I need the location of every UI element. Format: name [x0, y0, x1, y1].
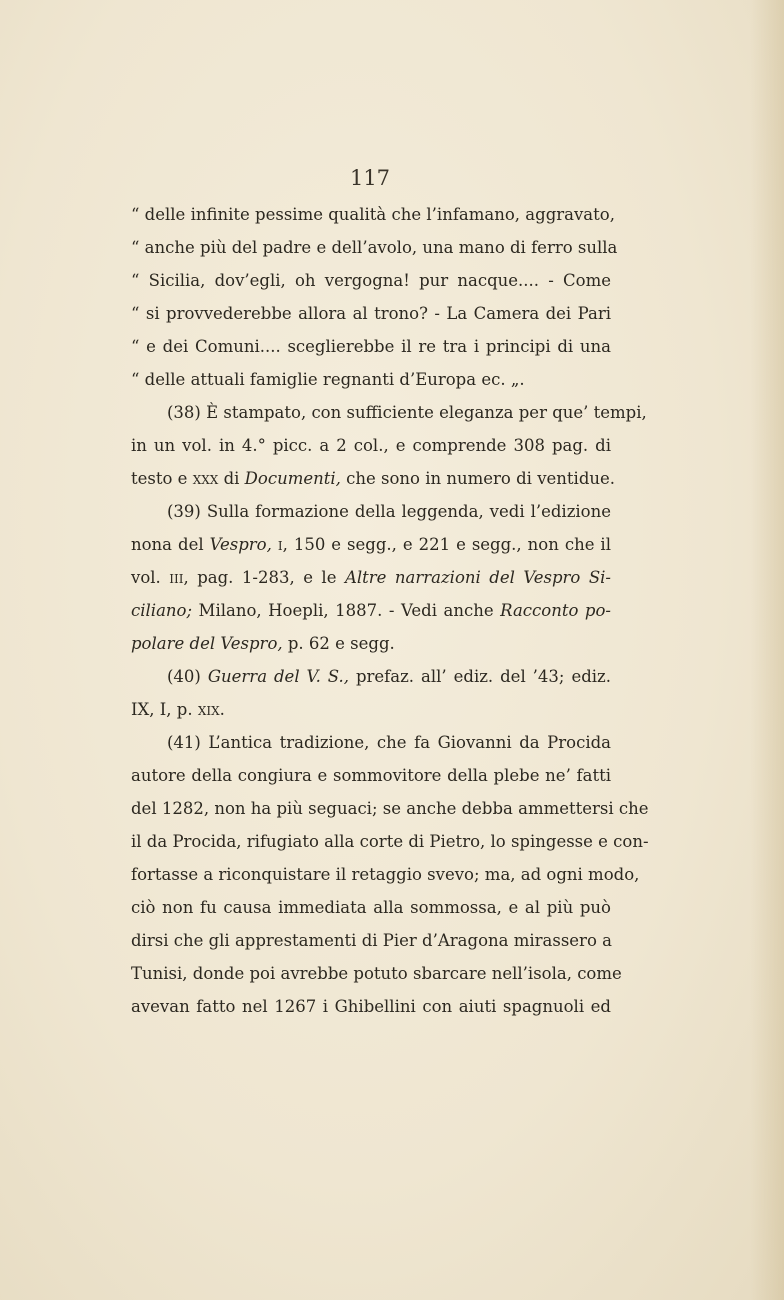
text-segment: p. 62 e segg. [282, 634, 395, 653]
small-caps-text: xxx [192, 469, 219, 488]
text-segment: “ si provvederebbe allora al trono? - La Camera dei Pari [131, 304, 611, 323]
text-line [131, 561, 611, 594]
text-line [131, 792, 649, 825]
text-segment: il da Procida, rifugiato alla corte di Pietro, lo spingesse e con- [131, 832, 649, 851]
text-line [131, 594, 611, 627]
text-segment: nona del [131, 535, 210, 554]
text-segment: (41) L’antica tradizione, che fa Giovanni da Procida [167, 733, 611, 752]
text-line [131, 198, 615, 231]
text-segment: testo e [131, 469, 193, 488]
text-segment: “ anche più del padre e dell’avolo, una mano di ferro sulla [131, 238, 618, 257]
text-line [131, 363, 611, 396]
text-segment: Tunisi, donde poi avrebbe potuto sbarcare nell’isola, come [131, 964, 622, 983]
page-number: 117 [349, 166, 391, 190]
text-line [131, 330, 611, 363]
text-segment: IX, I, p. [131, 700, 198, 719]
text-segment: in un vol. in 4.° picc. a 2 col., e comprende 308 pag. di [131, 436, 611, 455]
text-segment: (38) È stampato, con sufficiente eleganza per que’ tempi, [167, 403, 647, 422]
small-caps-text: xix [197, 700, 220, 719]
text-line [131, 726, 611, 759]
text-line [131, 825, 649, 858]
text-segment: “ delle infinite pessime qualità che l’infamano, aggravato, [131, 205, 615, 224]
text-line [131, 957, 622, 990]
text-segment: fortasse a riconquistare il retaggio svevo; ma, ad ogni modo, [131, 865, 640, 884]
text-segment: , pag. 1-283, e le [183, 568, 345, 587]
text-line [131, 858, 640, 891]
text-line [131, 462, 616, 495]
text-line [131, 924, 611, 957]
page-edge-shadow [750, 0, 784, 1300]
text-line [131, 693, 611, 726]
text-segment: “ Sicilia, dov’egli, oh vergogna! pur nacque.... - Come [131, 271, 611, 290]
text-segment: . [219, 700, 225, 719]
text-line [131, 990, 611, 1023]
small-caps-text: iii [169, 568, 184, 587]
italic-text: Vespro, [209, 535, 272, 554]
text-line [131, 759, 611, 792]
italic-text: Documenti, [244, 469, 341, 488]
small-caps-text: i [277, 535, 283, 554]
text-line [131, 231, 618, 264]
text-line [131, 891, 611, 924]
italic-text: Guerra del V. S., [207, 667, 349, 686]
text-line [131, 297, 611, 330]
footnotes-text-block [131, 198, 649, 1023]
text-segment: “ e dei Comuni.... sceglierebbe il re tra i principi di una [131, 337, 611, 356]
text-segment: vol. [131, 568, 170, 587]
text-segment: di [218, 469, 245, 488]
italic-text: Altre narrazioni del Vespro Si- [344, 568, 611, 587]
text-segment: autore della congiura e sommovitore della plebe ne’ fatti [131, 766, 611, 785]
text-segment: , 150 e segg., e 221 e segg., non che il [282, 535, 611, 554]
italic-text: polare del Vespro, [131, 634, 283, 653]
text-segment: (39) Sulla formazione della leggenda, vedi l’edizione [167, 502, 611, 521]
text-line [131, 627, 611, 660]
text-segment: “ delle attuali famiglie regnanti d’Europa ec. „. [131, 370, 525, 389]
text-segment: che sono in numero di ventidue. [340, 469, 616, 488]
italic-text: Racconto po- [500, 601, 611, 620]
text-segment: Milano, Hoepli, 1887. - Vedi anche [192, 601, 501, 620]
text-line [131, 429, 611, 462]
text-segment: del 1282, non ha più seguaci; se anche debba ammettersi che [131, 799, 649, 818]
text-segment: avevan fatto nel 1267 i Ghibellini con aiuti spagnuoli ed [131, 997, 611, 1016]
text-line [131, 264, 611, 297]
text-segment: prefaz. all’ ediz. del ’43; ediz. [349, 667, 611, 686]
text-segment: dirsi che gli apprestamenti di Pier d’Aragona mirassero a [131, 931, 612, 950]
text-line [131, 660, 611, 693]
text-segment: (40) [167, 667, 208, 686]
italic-text: ciliano; [131, 601, 193, 620]
text-line [131, 495, 611, 528]
text-segment: ciò non fu causa immediata alla sommossa, e al più può [131, 898, 611, 917]
text-line [131, 528, 611, 561]
text-line [131, 396, 647, 429]
